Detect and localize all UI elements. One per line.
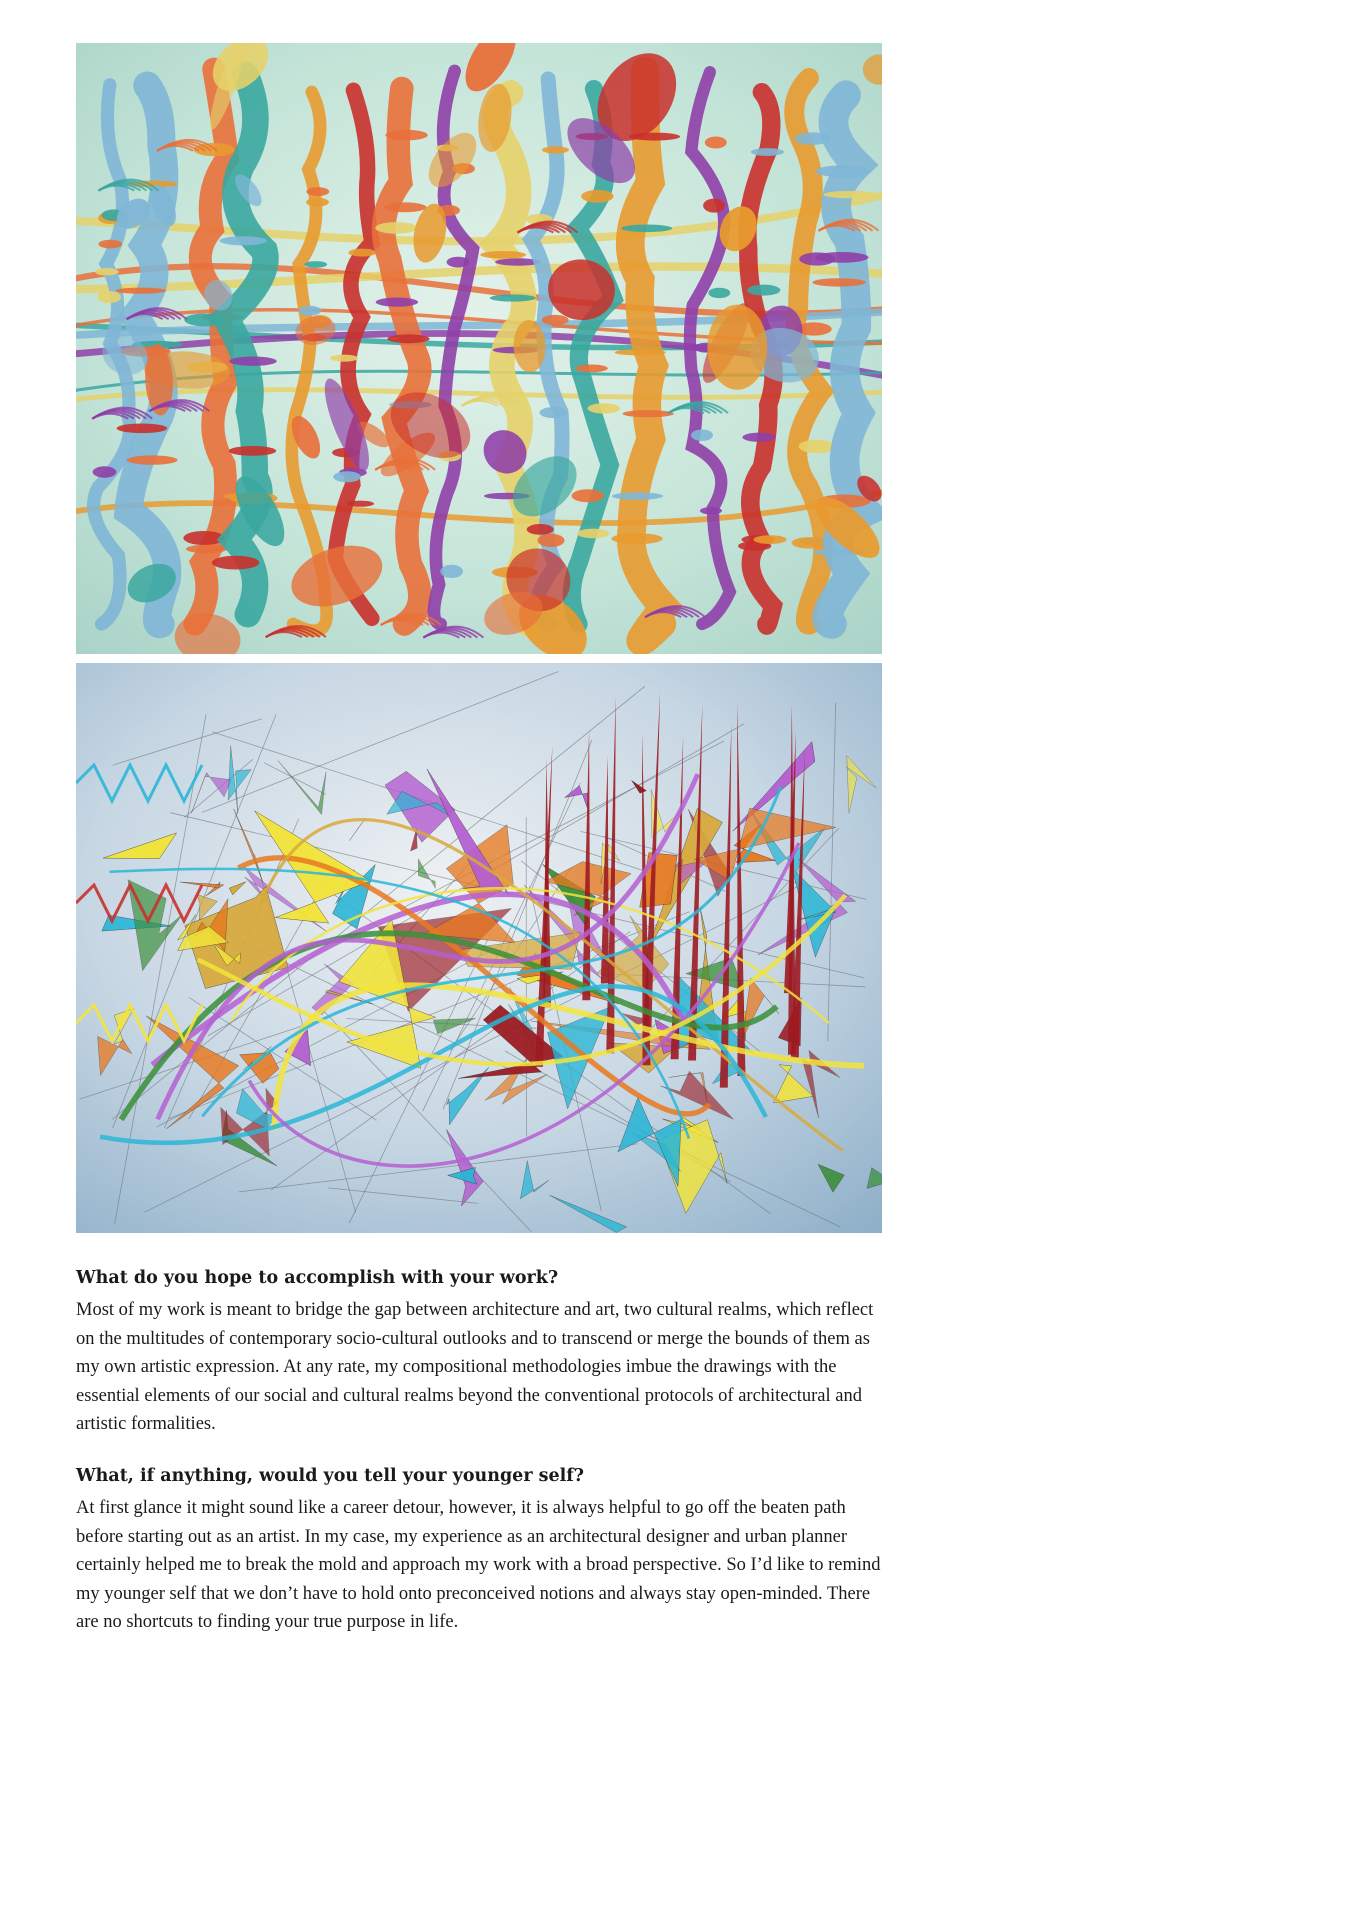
artwork-image-1 <box>76 43 882 654</box>
answer-paragraph: At first glance it might sound like a career detour, however, it is always helpful to go off the beaten path before starting out as an artist. In my case, my experience as an architectural designer and urban planner certainly helped me to break the mold and approach my work with a broad perspective. So I’d like to remind my younger self that we don’t have to hold onto preconceived notions and always stay open-minded. There are no shortcuts to finding your true purpose in life. <box>76 1498 881 1633</box>
artwork-image-2 <box>76 663 882 1233</box>
artwork-image-2-canvas <box>76 663 882 1233</box>
qa-section-2 <box>76 1462 882 1637</box>
question-heading: What do you hope to accomplish with your work? <box>76 1268 559 1288</box>
qa-section-1 <box>76 1264 882 1439</box>
answer-paragraph: Most of my work is meant to bridge the gap between architecture and art, two cultural realms, which reflect on the multitudes of contemporary socio-cultural outlooks and to transcend or merge the bounds of them as my own artistic expression. At any rate, my compositional methodologies imbue the drawings with the essential elements of our social and cultural realms beyond the conventional protocols of architectural and artistic formalities. <box>76 1300 874 1435</box>
artwork-image-1-canvas <box>76 43 882 654</box>
question-heading: What, if anything, would you tell your younger self? <box>76 1466 585 1486</box>
